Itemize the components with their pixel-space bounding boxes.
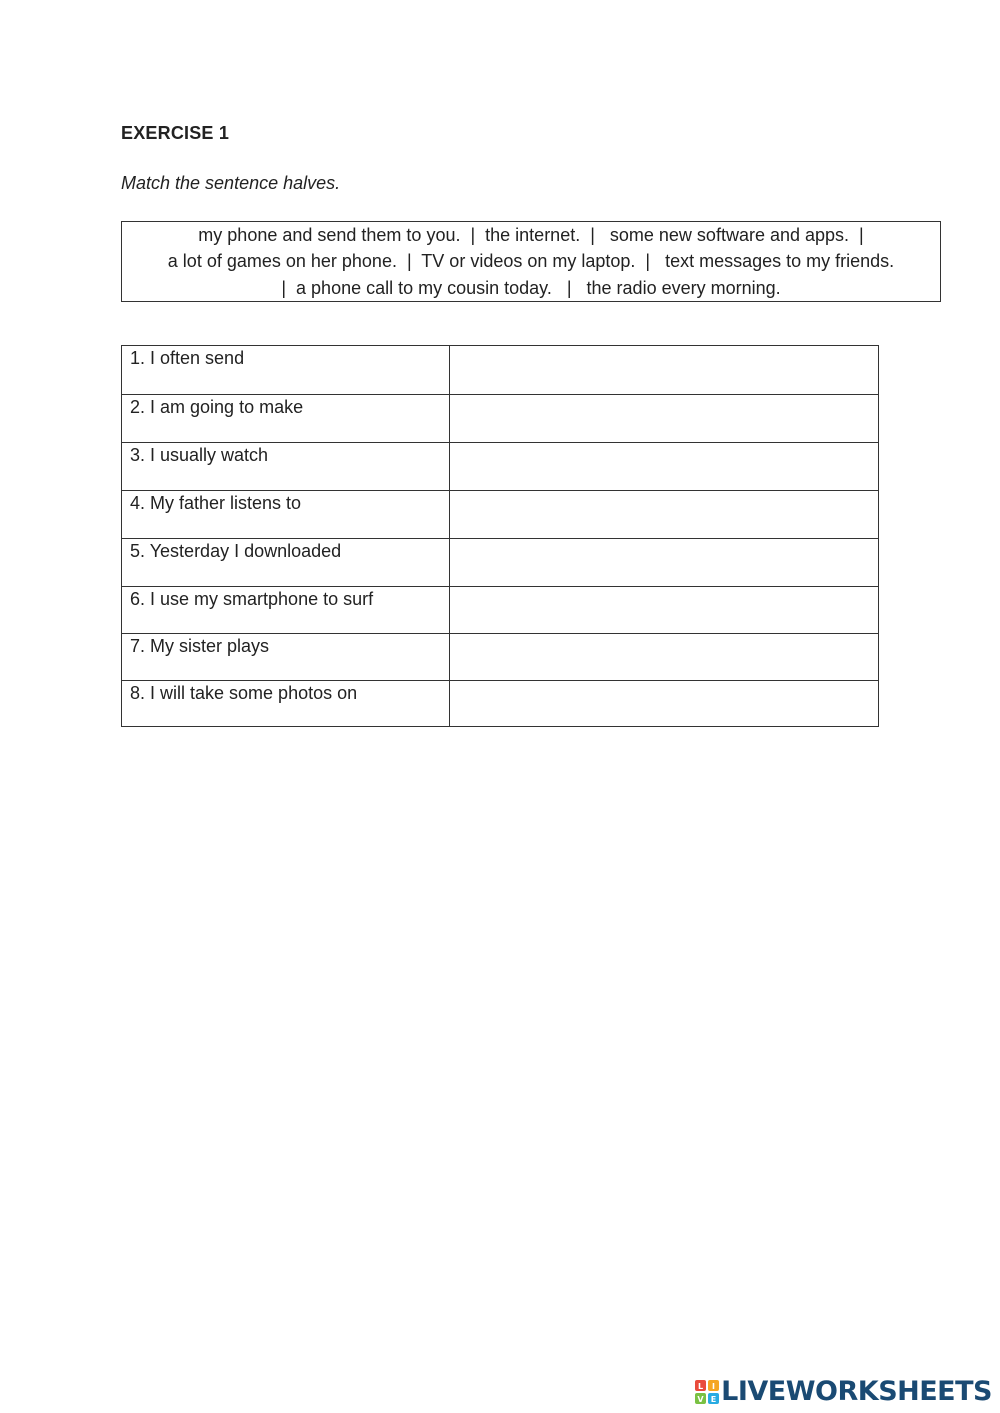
exercise-instruction: Match the sentence halves. xyxy=(121,173,341,193)
table-row xyxy=(122,491,879,539)
svg-text:V: V xyxy=(697,1394,704,1404)
answer-cell[interactable] xyxy=(450,443,879,491)
sentence-start: 8. I will take some photos on xyxy=(122,681,450,727)
svg-text:L: L xyxy=(698,1381,704,1391)
liveworksheets-brand xyxy=(695,1376,992,1407)
exercise-title: EXERCISE 1 xyxy=(121,123,230,143)
answer-cell[interactable] xyxy=(450,491,879,539)
sentence-start: 4. My father listens to xyxy=(122,491,450,539)
word-bank-line: my phone and send them to you. | the internet. | some new software and apps. | xyxy=(198,224,864,245)
word-bank xyxy=(121,221,941,302)
word-bank-line: | a phone call to my cousin today. | the radio every morning. xyxy=(281,277,781,298)
table-row xyxy=(122,346,879,395)
table-row xyxy=(122,587,879,634)
answer-cell[interactable] xyxy=(450,587,879,634)
answer-cell[interactable] xyxy=(450,395,879,443)
table-row xyxy=(122,539,879,587)
table-row xyxy=(122,634,879,681)
liveworksheets-logo-icon xyxy=(695,1380,719,1404)
sentence-start: 6. I use my smartphone to surf xyxy=(122,587,450,634)
answer-cell[interactable] xyxy=(450,681,879,727)
brand-name: LIVEWORKSHEETS xyxy=(721,1376,992,1407)
svg-text:I: I xyxy=(712,1381,716,1391)
sentence-start: 1. I often send xyxy=(122,346,450,395)
table-row xyxy=(122,681,879,727)
answer-cell[interactable] xyxy=(450,539,879,587)
sentence-start: 3. I usually watch xyxy=(122,443,450,491)
sentence-start: 2. I am going to make xyxy=(122,395,450,443)
sentence-start: 7. My sister plays xyxy=(122,634,450,681)
sentence-start: 5. Yesterday I downloaded xyxy=(122,539,450,587)
matching-table xyxy=(121,345,879,727)
table-row xyxy=(122,395,879,443)
table-row xyxy=(122,443,879,491)
svg-text:E: E xyxy=(710,1394,717,1404)
answer-cell[interactable] xyxy=(450,346,879,395)
answer-cell[interactable] xyxy=(450,634,879,681)
word-bank-line: a lot of games on her phone. | TV or videos on my laptop. | text messages to my friends. xyxy=(167,251,895,272)
